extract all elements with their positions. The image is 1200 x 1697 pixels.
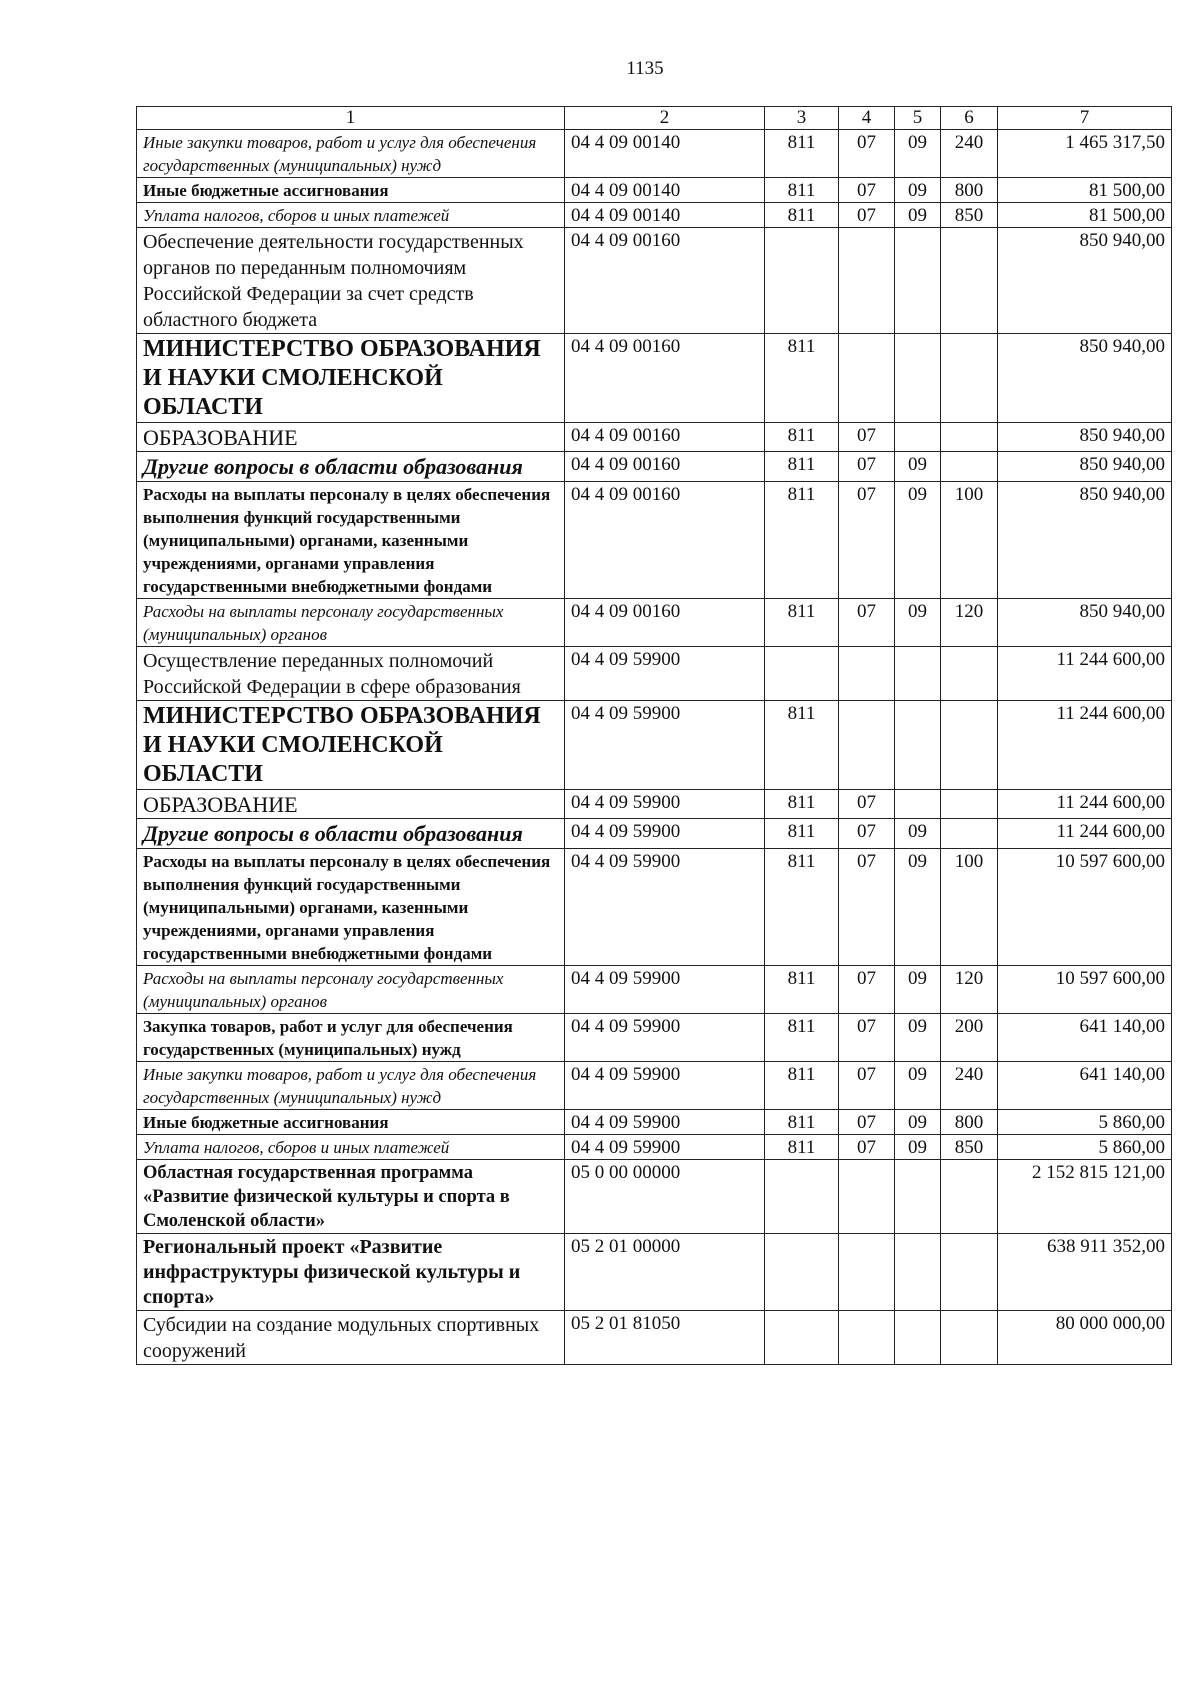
row-label: Осуществление переданных полномочий Российской Федерации в сфере образования	[137, 647, 565, 701]
cell-col5: 09	[895, 178, 941, 203]
amount: 10 597 600,00	[998, 966, 1172, 1014]
cell-col3	[765, 228, 839, 334]
cell-col4	[839, 1234, 895, 1311]
cell-col4: 07	[839, 1014, 895, 1062]
cell-col4: 07	[839, 1135, 895, 1160]
cell-col6	[941, 1160, 998, 1234]
cell-col4	[839, 228, 895, 334]
cell-col4: 07	[839, 423, 895, 452]
table-row	[137, 1110, 1172, 1135]
target-code: 04 4 09 00160	[565, 482, 765, 599]
amount: 5 860,00	[998, 1110, 1172, 1135]
row-label: Иные бюджетные ассигнования	[137, 1110, 565, 1135]
cell-col6: 200	[941, 1014, 998, 1062]
cell-col6: 120	[941, 966, 998, 1014]
amount: 1 465 317,50	[998, 130, 1172, 178]
column-header: 7	[998, 107, 1172, 130]
table-row	[137, 1062, 1172, 1110]
cell-col6	[941, 228, 998, 334]
cell-col6: 120	[941, 599, 998, 647]
row-label: Уплата налогов, сборов и иных платежей	[137, 1135, 565, 1160]
row-label: Другие вопросы в области образования	[137, 819, 565, 849]
table-row	[137, 647, 1172, 701]
cell-col4: 07	[839, 130, 895, 178]
column-header: 3	[765, 107, 839, 130]
row-label: МИНИСТЕРСТВО ОБРАЗОВАНИЯ И НАУКИ СМОЛЕНСКОЙ ОБЛАСТИ	[137, 334, 565, 423]
row-label: Уплата налогов, сборов и иных платежей	[137, 203, 565, 228]
cell-col5: 09	[895, 130, 941, 178]
cell-col3: 811	[765, 178, 839, 203]
row-label: Субсидии на создание модульных спортивных сооружений	[137, 1311, 565, 1365]
cell-col4	[839, 647, 895, 701]
row-label: Другие вопросы в области образования	[137, 452, 565, 482]
cell-col6: 240	[941, 1062, 998, 1110]
cell-col5	[895, 1160, 941, 1234]
target-code: 04 4 09 59900	[565, 819, 765, 849]
table-row	[137, 1311, 1172, 1365]
table-row	[137, 334, 1172, 423]
target-code: 05 0 00 00000	[565, 1160, 765, 1234]
target-code: 04 4 09 59900	[565, 1062, 765, 1110]
row-label: Иные бюджетные ассигнования	[137, 178, 565, 203]
column-header: 6	[941, 107, 998, 130]
amount: 850 940,00	[998, 423, 1172, 452]
row-label: Расходы на выплаты персоналу государственных (муниципальных) органов	[137, 966, 565, 1014]
column-header: 1	[137, 107, 565, 130]
cell-col4: 07	[839, 452, 895, 482]
page-number: 1135	[626, 58, 664, 79]
cell-col3	[765, 1311, 839, 1365]
table-row	[137, 1135, 1172, 1160]
cell-col3: 811	[765, 1062, 839, 1110]
row-label: Региональный проект «Развитие инфраструктуры физической культуры и спорта»	[137, 1234, 565, 1311]
cell-col6: 800	[941, 178, 998, 203]
target-code: 05 2 01 81050	[565, 1311, 765, 1365]
amount: 850 940,00	[998, 599, 1172, 647]
table-row	[137, 1160, 1172, 1234]
table-row	[137, 203, 1172, 228]
column-header: 2	[565, 107, 765, 130]
cell-col6	[941, 1234, 998, 1311]
target-code: 04 4 09 00160	[565, 334, 765, 423]
target-code: 04 4 09 59900	[565, 1135, 765, 1160]
row-label: МИНИСТЕРСТВО ОБРАЗОВАНИЯ И НАУКИ СМОЛЕНСКОЙ ОБЛАСТИ	[137, 701, 565, 790]
amount: 11 244 600,00	[998, 819, 1172, 849]
row-label: Иные закупки товаров, работ и услуг для обеспечения государственных (муниципальных) нужд	[137, 1062, 565, 1110]
table-row	[137, 1014, 1172, 1062]
cell-col5	[895, 423, 941, 452]
amount: 11 244 600,00	[998, 790, 1172, 819]
amount: 80 000 000,00	[998, 1311, 1172, 1365]
budget-table	[136, 106, 1172, 1365]
target-code: 04 4 09 59900	[565, 1110, 765, 1135]
cell-col3: 811	[765, 819, 839, 849]
cell-col3: 811	[765, 452, 839, 482]
cell-col6	[941, 452, 998, 482]
cell-col3: 811	[765, 203, 839, 228]
cell-col5: 09	[895, 599, 941, 647]
cell-col3	[765, 1160, 839, 1234]
table-row	[137, 452, 1172, 482]
table-row	[137, 599, 1172, 647]
target-code: 04 4 09 59900	[565, 849, 765, 966]
cell-col6: 850	[941, 1135, 998, 1160]
table-row	[137, 790, 1172, 819]
target-code: 04 4 09 00160	[565, 599, 765, 647]
row-label: Обеспечение деятельности государственных органов по переданным полномочиям Российской Федерации за счет средств областного бюджета	[137, 228, 565, 334]
amount: 11 244 600,00	[998, 701, 1172, 790]
target-code: 04 4 09 00140	[565, 178, 765, 203]
table-row	[137, 819, 1172, 849]
cell-col5	[895, 228, 941, 334]
table-row	[137, 178, 1172, 203]
cell-col5: 09	[895, 1135, 941, 1160]
target-code: 04 4 09 00140	[565, 203, 765, 228]
cell-col6: 240	[941, 130, 998, 178]
cell-col4: 07	[839, 966, 895, 1014]
cell-col4: 07	[839, 203, 895, 228]
amount: 81 500,00	[998, 203, 1172, 228]
cell-col4	[839, 1311, 895, 1365]
amount: 5 860,00	[998, 1135, 1172, 1160]
cell-col3: 811	[765, 1110, 839, 1135]
cell-col5: 09	[895, 1062, 941, 1110]
cell-col3: 811	[765, 1014, 839, 1062]
amount: 641 140,00	[998, 1062, 1172, 1110]
target-code: 05 2 01 00000	[565, 1234, 765, 1311]
column-header: 4	[839, 107, 895, 130]
amount: 850 940,00	[998, 452, 1172, 482]
cell-col6	[941, 423, 998, 452]
cell-col4: 07	[839, 849, 895, 966]
amount: 638 911 352,00	[998, 1234, 1172, 1311]
cell-col4: 07	[839, 790, 895, 819]
cell-col5: 09	[895, 1014, 941, 1062]
row-label: ОБРАЗОВАНИЕ	[137, 790, 565, 819]
amount: 2 152 815 121,00	[998, 1160, 1172, 1234]
cell-col5: 09	[895, 482, 941, 599]
cell-col4: 07	[839, 178, 895, 203]
row-label: Иные закупки товаров, работ и услуг для обеспечения государственных (муниципальных) нужд	[137, 130, 565, 178]
table-row	[137, 423, 1172, 452]
amount: 850 940,00	[998, 334, 1172, 423]
cell-col5	[895, 1311, 941, 1365]
row-label: Расходы на выплаты персоналу в целях обеспечения выполнения функций государственными (муниципальными) органами, казенными учреждениями, органами управления государственными внебюджетными фондами	[137, 849, 565, 966]
row-label: Областная государственная программа «Развитие физической культуры и спорта в Смоленской области»	[137, 1160, 565, 1234]
cell-col5: 09	[895, 1110, 941, 1135]
cell-col6	[941, 647, 998, 701]
cell-col5	[895, 790, 941, 819]
cell-col6: 800	[941, 1110, 998, 1135]
row-label: Расходы на выплаты персоналу государственных (муниципальных) органов	[137, 599, 565, 647]
cell-col6: 100	[941, 482, 998, 599]
target-code: 04 4 09 00160	[565, 228, 765, 334]
cell-col6	[941, 701, 998, 790]
amount: 81 500,00	[998, 178, 1172, 203]
table-row	[137, 1234, 1172, 1311]
amount: 10 597 600,00	[998, 849, 1172, 966]
cell-col3	[765, 647, 839, 701]
target-code: 04 4 09 59900	[565, 647, 765, 701]
table-row	[137, 966, 1172, 1014]
target-code: 04 4 09 59900	[565, 701, 765, 790]
target-code: 04 4 09 59900	[565, 790, 765, 819]
cell-col5	[895, 1234, 941, 1311]
row-label: ОБРАЗОВАНИЕ	[137, 423, 565, 452]
cell-col3: 811	[765, 849, 839, 966]
cell-col6	[941, 819, 998, 849]
cell-col3: 811	[765, 130, 839, 178]
table-row	[137, 482, 1172, 599]
cell-col5	[895, 334, 941, 423]
cell-col5: 09	[895, 966, 941, 1014]
table-header-row	[137, 107, 1172, 130]
cell-col5	[895, 647, 941, 701]
cell-col4: 07	[839, 482, 895, 599]
cell-col4	[839, 701, 895, 790]
cell-col5: 09	[895, 819, 941, 849]
cell-col6	[941, 1311, 998, 1365]
cell-col4	[839, 1160, 895, 1234]
target-code: 04 4 09 00160	[565, 452, 765, 482]
amount: 641 140,00	[998, 1014, 1172, 1062]
cell-col3: 811	[765, 701, 839, 790]
cell-col6	[941, 790, 998, 819]
table-row	[137, 130, 1172, 178]
amount: 850 940,00	[998, 482, 1172, 599]
target-code: 04 4 09 59900	[565, 1014, 765, 1062]
table-row	[137, 849, 1172, 966]
cell-col3: 811	[765, 482, 839, 599]
amount: 850 940,00	[998, 228, 1172, 334]
cell-col4: 07	[839, 1110, 895, 1135]
cell-col6	[941, 334, 998, 423]
cell-col4: 07	[839, 819, 895, 849]
cell-col5: 09	[895, 849, 941, 966]
cell-col5: 09	[895, 203, 941, 228]
row-label: Закупка товаров, работ и услуг для обеспечения государственных (муниципальных) нужд	[137, 1014, 565, 1062]
cell-col6: 850	[941, 203, 998, 228]
cell-col4: 07	[839, 599, 895, 647]
target-code: 04 4 09 00140	[565, 130, 765, 178]
cell-col4: 07	[839, 1062, 895, 1110]
cell-col4	[839, 334, 895, 423]
cell-col3: 811	[765, 599, 839, 647]
row-label: Расходы на выплаты персоналу в целях обеспечения выполнения функций государственными (муниципальными) органами, казенными учреждениями, органами управления государственными внебюджетными фондами	[137, 482, 565, 599]
cell-col3: 811	[765, 966, 839, 1014]
cell-col3: 811	[765, 1135, 839, 1160]
cell-col6: 100	[941, 849, 998, 966]
table-row	[137, 701, 1172, 790]
cell-col5: 09	[895, 452, 941, 482]
amount: 11 244 600,00	[998, 647, 1172, 701]
table-row	[137, 228, 1172, 334]
cell-col3: 811	[765, 790, 839, 819]
target-code: 04 4 09 59900	[565, 966, 765, 1014]
cell-col3: 811	[765, 334, 839, 423]
cell-col5	[895, 701, 941, 790]
cell-col3	[765, 1234, 839, 1311]
target-code: 04 4 09 00160	[565, 423, 765, 452]
cell-col3: 811	[765, 423, 839, 452]
column-header: 5	[895, 107, 941, 130]
